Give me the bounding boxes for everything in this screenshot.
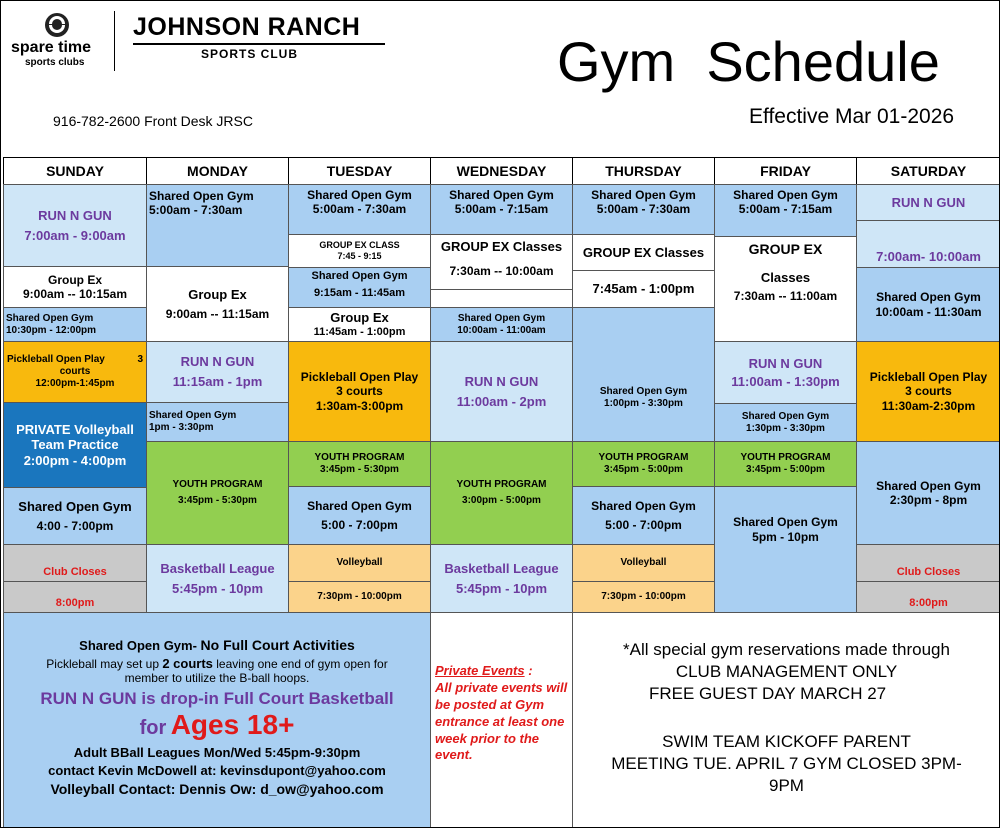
sunday-run-n-gun bbox=[3, 184, 147, 267]
cell-time: 3:45pm - 5:30pm bbox=[178, 495, 257, 506]
day-header-wednesday: WEDNESDAY bbox=[430, 157, 573, 185]
cell-title: Volleyball bbox=[620, 557, 667, 568]
logo-line1: spare time bbox=[11, 39, 92, 56]
runngun-info: RUN N GUN is drop-in Full Court Basketball bbox=[40, 689, 394, 708]
cell-time: 9:00am -- 10:15am bbox=[22, 287, 128, 301]
thursday-shared-open-gym-2 bbox=[572, 307, 715, 442]
thursday-shared-open-gym-3 bbox=[572, 486, 715, 545]
notice-guest-day: FREE GUEST DAY MARCH 27 bbox=[649, 684, 887, 704]
club-name: JOHNSON RANCH bbox=[133, 13, 361, 41]
notices-panel bbox=[572, 612, 1000, 828]
rules-line1b: 2 courts bbox=[162, 656, 213, 671]
cell-title: Pickleball Open Play bbox=[869, 369, 988, 384]
cell-time: 4:00 - 7:00pm bbox=[36, 518, 114, 533]
monday-shared-open-gym bbox=[146, 184, 289, 267]
notice-closed-end: 9PM bbox=[769, 776, 804, 796]
friday-shared-open-gym-3 bbox=[714, 486, 857, 613]
monday-basketball-league bbox=[146, 544, 289, 613]
thursday-shared-open-gym bbox=[572, 184, 715, 235]
spare-time-logo-icon bbox=[45, 13, 69, 37]
day-header-sunday: SUNDAY bbox=[3, 157, 147, 185]
cell-title: Group Ex bbox=[188, 287, 247, 302]
club-name-rule bbox=[133, 43, 385, 45]
cell-title: Shared Open Gym bbox=[457, 312, 546, 324]
cell-title: GROUP EX bbox=[748, 241, 823, 257]
cell-subtitle: Team Practice bbox=[31, 437, 119, 453]
cell-title: Pickleball Open Play bbox=[300, 369, 419, 384]
cell-time: 11:30am-2:30pm bbox=[881, 398, 976, 413]
sunday-club-closes bbox=[3, 544, 147, 582]
friday-youth-program bbox=[714, 441, 857, 487]
cell-time: 7:45am - 1:00pm bbox=[592, 281, 695, 297]
cell-time: 1:00pm - 3:30pm bbox=[604, 397, 683, 409]
tuesday-group-ex bbox=[288, 307, 431, 342]
cell-title: Shared Open Gym bbox=[149, 189, 254, 203]
wednesday-shared-open-gym bbox=[430, 184, 573, 235]
thursday-volleyball bbox=[572, 544, 715, 582]
cell-title: GROUP EX Classes bbox=[582, 244, 705, 260]
thursday-volleyball-time bbox=[572, 581, 715, 613]
friday-group-ex bbox=[714, 236, 857, 342]
ages-for: for bbox=[139, 717, 167, 739]
wednesday-shared-open-gym-2 bbox=[430, 307, 573, 342]
cell-title: Shared Open Gym bbox=[307, 499, 412, 514]
cell-time: 5:00am - 7:30am bbox=[312, 202, 407, 217]
ages-line bbox=[4, 711, 430, 739]
cell-title: RUN N GUN bbox=[180, 354, 255, 370]
tuesday-volleyball-time bbox=[288, 581, 431, 613]
wednesday-group-ex bbox=[430, 234, 573, 290]
cell-time: 11:45am - 1:00pm bbox=[313, 325, 406, 338]
cell-subtitle: Classes bbox=[760, 269, 811, 285]
sunday-shared-open-gym bbox=[3, 307, 147, 342]
cell-title: Shared Open Gym bbox=[591, 188, 696, 202]
cell-time: 1:30pm - 3:30pm bbox=[746, 422, 825, 434]
cell-title: Shared Open Gym bbox=[591, 499, 696, 514]
cell-time: 2:30pm - 8pm bbox=[889, 493, 968, 507]
cell-count: 3 bbox=[137, 354, 143, 365]
sunday-private-volleyball bbox=[3, 402, 147, 488]
cell-title: Shared Open Gym bbox=[876, 290, 981, 305]
cell-title: Shared Open Gym bbox=[149, 410, 237, 421]
saturday-club-closes bbox=[856, 544, 1000, 582]
friday-run-n-gun bbox=[714, 341, 857, 404]
cell-time: 5:00am - 7:15am bbox=[454, 202, 549, 217]
cell-time: 9:15am - 11:45am bbox=[313, 287, 406, 300]
day-header-saturday: SATURDAY bbox=[856, 157, 1000, 185]
effective-date: Effective Mar 01-2026 bbox=[749, 105, 955, 128]
cell-title: RUN N GUN bbox=[891, 194, 966, 210]
cell-time: 9:00am -- 11:15am bbox=[165, 306, 270, 321]
tuesday-volleyball bbox=[288, 544, 431, 582]
cell-title: Basketball League bbox=[160, 560, 275, 576]
cell-title: Shared Open Gym bbox=[733, 188, 838, 202]
notice-meeting: MEETING TUE. APRIL 7 GYM CLOSED 3PM- bbox=[611, 754, 962, 774]
monday-run-n-gun bbox=[146, 341, 289, 403]
notice-reservations: *All special gym reservations made through bbox=[623, 640, 950, 659]
sunday-group-ex bbox=[3, 266, 147, 308]
cell-time: 10:30pm - 12:00pm bbox=[6, 324, 97, 336]
cell-title: Shared Open Gym bbox=[733, 515, 838, 530]
cell-time: 5:45pm - 10pm bbox=[171, 580, 264, 596]
friday-shared-open-gym-2 bbox=[714, 403, 857, 442]
day-header-tuesday: TUESDAY bbox=[288, 157, 431, 185]
private-events-colon: : bbox=[524, 663, 533, 678]
saturday-shared-open-gym bbox=[856, 267, 1000, 342]
cell-title: RUN N GUN bbox=[748, 355, 823, 371]
cell-time: 7:30am -- 11:00am bbox=[733, 289, 838, 304]
rules-line1 bbox=[4, 656, 430, 671]
private-events-title: Private Events bbox=[435, 663, 525, 678]
wednesday-youth-program bbox=[430, 441, 573, 545]
tuesday-youth-program bbox=[288, 441, 431, 487]
cell-title: YOUTH PROGRAM bbox=[456, 479, 547, 490]
cell-time: 1:30am-3:00pm bbox=[315, 398, 404, 413]
logo-line2: sports clubs bbox=[25, 57, 85, 68]
cell-title: Club Closes bbox=[43, 565, 107, 578]
cell-title: Group Ex bbox=[47, 272, 102, 287]
tuesday-shared-open-gym-3 bbox=[288, 486, 431, 545]
thursday-group-ex-time bbox=[572, 270, 715, 308]
cell-title: Volleyball bbox=[336, 557, 383, 568]
cell-time: 7:30am -- 10:00am bbox=[449, 263, 554, 278]
saturday-shared-open-gym-2 bbox=[856, 441, 1000, 545]
thursday-youth-program bbox=[572, 441, 715, 487]
cell-title: PRIVATE Volleyball bbox=[16, 421, 134, 437]
rules-line1c: leaving one end of gym open for bbox=[212, 657, 388, 671]
tuesday-shared-open-gym bbox=[288, 184, 431, 235]
tuesday-shared-open-gym-2 bbox=[288, 267, 431, 308]
day-header-monday: MONDAY bbox=[146, 157, 289, 185]
cell-time: 5:00am - 7:15am bbox=[738, 202, 833, 217]
wednesday-run-n-gun bbox=[430, 341, 573, 442]
cell-title: YOUTH PROGRAM bbox=[314, 452, 405, 463]
phone-number: 916-782-2600 Front Desk JRSC bbox=[53, 113, 253, 129]
cell-time: 7:30pm - 10:00pm bbox=[601, 591, 686, 602]
contact-dennis: Volleyball Contact: Dennis Ow: d_ow@yahoo.com bbox=[50, 781, 384, 797]
sunday-club-closes-time bbox=[3, 581, 147, 613]
wednesday-basketball-league bbox=[430, 544, 573, 613]
saturday-pickleball bbox=[856, 341, 1000, 442]
cell-title: Shared Open Gym bbox=[876, 478, 981, 493]
cell-time: 5:00 - 7:00pm bbox=[321, 517, 398, 532]
cell-time: 1pm - 3:30pm bbox=[149, 422, 214, 433]
cell-time: 10:00am - 11:30am bbox=[875, 304, 982, 319]
contact-kevin: contact Kevin McDowell at: kevinsdupont@yahoo.com bbox=[48, 763, 386, 778]
cell-time: 11:00am - 2pm bbox=[456, 393, 547, 409]
sunday-pickleball bbox=[3, 341, 147, 403]
cell-time: 3:45pm - 5:30pm bbox=[320, 464, 399, 475]
footer-rules-panel bbox=[3, 612, 431, 828]
cell-title: Shared Open Gym bbox=[741, 410, 830, 422]
cell-title-row bbox=[4, 354, 146, 366]
cell-time: 5:00am - 7:30am bbox=[149, 203, 243, 218]
cell-title: Shared Open Gym bbox=[599, 385, 688, 397]
sunday-shared-open-gym-2 bbox=[3, 487, 147, 545]
day-header-thursday: THURSDAY bbox=[572, 157, 715, 185]
cell-time: 8:00pm bbox=[55, 596, 95, 609]
private-events-panel bbox=[430, 612, 573, 828]
cell-time: 3:45pm - 5:00pm bbox=[746, 464, 825, 475]
cell-time: 11:00am - 1:30pm bbox=[731, 373, 840, 389]
friday-shared-open-gym bbox=[714, 184, 857, 237]
wednesday-gap bbox=[430, 289, 573, 308]
cell-time: 5:45pm - 10pm bbox=[455, 580, 548, 596]
cell-time: 3:45pm - 5:00pm bbox=[604, 464, 683, 475]
rules-title bbox=[4, 637, 430, 653]
cell-title: Shared Open Gym bbox=[449, 188, 554, 202]
ages-value: Ages 18+ bbox=[170, 709, 295, 740]
monday-youth-program bbox=[146, 441, 289, 545]
cell-time: 8:00pm bbox=[909, 596, 948, 609]
tuesday-group-ex-class bbox=[288, 234, 431, 268]
cell-title: GROUP EX CLASS bbox=[319, 240, 400, 251]
cell-time: 2:00pm - 4:00pm bbox=[23, 452, 127, 468]
private-events-body: All private events will be posted at Gym entrance at least one week prior to the event. bbox=[435, 679, 568, 763]
rules-line2: member to utilize the B-ball hoops. bbox=[124, 671, 310, 685]
notice-swim-team: SWIM TEAM KICKOFF PARENT bbox=[662, 732, 911, 752]
cell-time: 5:00am - 7:30am bbox=[596, 202, 691, 217]
rules-title-b: No Full Court Activities bbox=[200, 637, 355, 653]
cell-courts: 3 courts bbox=[905, 384, 952, 399]
club-sub: SPORTS CLUB bbox=[201, 47, 299, 61]
cell-title: Shared Open Gym bbox=[307, 188, 412, 202]
cell-time: 10:00am - 11:00am bbox=[457, 324, 546, 336]
cell-title: RUN N GUN bbox=[464, 373, 539, 389]
cell-time: 7:00am- 10:00am bbox=[876, 249, 981, 265]
notice-management: CLUB MANAGEMENT ONLY bbox=[675, 662, 898, 682]
private-events-text bbox=[435, 663, 571, 764]
cell-time: 7:45 - 9:15 bbox=[337, 251, 382, 261]
cell-time: 3:00pm - 5:00pm bbox=[462, 495, 541, 506]
leagues-line: Adult BBall Leagues Mon/Wed 5:45pm-9:30pm bbox=[73, 745, 361, 760]
thursday-group-ex bbox=[572, 234, 715, 271]
monday-group-ex bbox=[146, 266, 289, 342]
cell-title: Shared Open Gym bbox=[311, 270, 408, 282]
cell-title: GROUP EX Classes bbox=[440, 239, 563, 254]
cell-time: 5pm - 10pm bbox=[752, 529, 819, 544]
saturday-run-n-gun-time bbox=[856, 220, 1000, 268]
cell-title: RUN N GUN bbox=[38, 207, 112, 223]
cell-title: YOUTH PROGRAM bbox=[740, 452, 831, 463]
saturday-club-closes-time bbox=[856, 581, 1000, 613]
cell-title: Pickleball Open Play bbox=[7, 354, 105, 365]
cell-title: Shared Open Gym bbox=[6, 312, 94, 324]
rules-title-a: Shared Open Gym- bbox=[79, 638, 201, 653]
saturday-run-n-gun bbox=[856, 184, 1000, 221]
cell-time: 7:30pm - 10:00pm bbox=[317, 591, 402, 602]
cell-time: 12:00pm-1:45pm bbox=[35, 378, 115, 389]
tuesday-pickleball bbox=[288, 341, 431, 442]
monday-shared-open-gym-2 bbox=[146, 402, 289, 442]
cell-title: Group Ex bbox=[330, 310, 389, 326]
cell-time: 11:15am - 1pm bbox=[172, 374, 263, 389]
cell-title: Basketball League bbox=[444, 560, 559, 576]
cell-title: YOUTH PROGRAM bbox=[598, 452, 689, 463]
cell-courts: courts bbox=[59, 366, 91, 377]
page-title: Gym Schedule bbox=[557, 30, 940, 93]
cell-time: 5:00 - 7:00pm bbox=[605, 517, 682, 532]
cell-title: YOUTH PROGRAM bbox=[172, 479, 263, 490]
rules-line1a: Pickleball may set up bbox=[46, 657, 163, 671]
logo-divider bbox=[114, 11, 115, 71]
cell-title: Shared Open Gym bbox=[18, 499, 132, 514]
cell-title: Club Closes bbox=[896, 565, 961, 578]
day-header-friday: FRIDAY bbox=[714, 157, 857, 185]
cell-courts: 3 courts bbox=[336, 384, 383, 399]
cell-time: 7:00am - 9:00am bbox=[24, 227, 126, 243]
